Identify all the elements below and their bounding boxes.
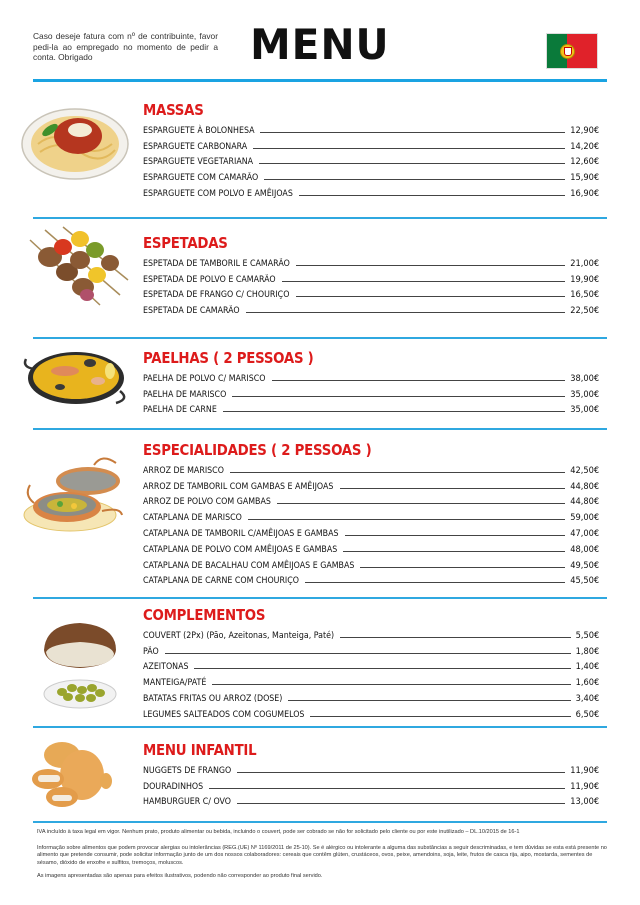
page-title-text: MENU xyxy=(250,20,390,69)
dotted-leader xyxy=(248,519,565,520)
menu-item xyxy=(143,167,599,183)
menu-item xyxy=(143,136,599,152)
item-price: 45,50€ xyxy=(570,575,599,587)
dotted-leader xyxy=(345,535,565,536)
menu-item xyxy=(143,492,599,508)
item-name: ESPARGUETE VEGETARIANA xyxy=(143,156,254,168)
item-price: 16,90€ xyxy=(570,187,599,199)
dotted-leader xyxy=(299,195,565,196)
menu-item xyxy=(143,688,599,704)
item-price: 49,50€ xyxy=(570,559,599,571)
dotted-leader xyxy=(288,700,570,701)
dotted-leader xyxy=(237,772,565,773)
skewers-image xyxy=(25,225,130,310)
section-divider xyxy=(33,217,607,219)
dotted-leader xyxy=(296,296,565,297)
item-name: PÃO xyxy=(143,645,159,657)
section-paelhas xyxy=(143,348,599,415)
menu-item xyxy=(143,300,599,316)
item-price: 35,00€ xyxy=(570,388,599,400)
item-price: 38,00€ xyxy=(570,372,599,384)
section-title: PAELHAS ( 2 PESSOAS ) xyxy=(143,349,314,367)
menu-item xyxy=(143,253,599,269)
menu-item xyxy=(143,507,599,523)
item-price: 15,90€ xyxy=(570,172,599,184)
item-price: 48,00€ xyxy=(570,543,599,555)
item-price: 35,00€ xyxy=(570,404,599,416)
dotted-leader xyxy=(230,472,565,473)
item-name: AZEITONAS xyxy=(143,661,189,673)
flag-crest-icon xyxy=(560,44,575,59)
item-name: CATAPLANA DE BACALHAU COM AMÊIJOAS E GAMBAS xyxy=(143,559,355,571)
section-especialidades xyxy=(143,440,599,586)
dotted-leader xyxy=(272,380,565,381)
footer-divider xyxy=(33,821,607,823)
item-name: CATAPLANA DE CARNE COM CHOURIÇO xyxy=(143,575,300,587)
menu-item xyxy=(143,368,599,384)
item-name: ESPARGUETE À BOLONHESA xyxy=(143,124,255,136)
menu-item xyxy=(143,641,599,657)
section-title: ESPECIALIDADES ( 2 PESSOAS ) xyxy=(143,441,372,459)
section-menu-infantil xyxy=(143,740,599,807)
section-title: MENU INFANTIL xyxy=(143,741,257,759)
item-price: 11,90€ xyxy=(570,780,599,792)
item-price: 12,60€ xyxy=(570,156,599,168)
item-price: 6,50€ xyxy=(575,708,599,720)
menu-item xyxy=(143,460,599,476)
dotted-leader xyxy=(310,716,571,717)
item-name: CATAPLANA DE POLVO COM AMÊIJOAS E GAMBAS xyxy=(143,543,338,555)
menu-item xyxy=(143,384,599,400)
menu-item xyxy=(143,657,599,673)
section-divider xyxy=(33,597,607,599)
item-price: 13,00€ xyxy=(570,796,599,808)
dotted-leader xyxy=(340,637,571,638)
item-name: ESPETADA DE CAMARÃO xyxy=(143,305,240,317)
dotted-leader xyxy=(232,396,565,397)
menu-item xyxy=(143,571,599,587)
dotted-leader xyxy=(340,488,565,489)
section-divider xyxy=(33,428,607,430)
dotted-leader xyxy=(260,132,565,133)
item-price: 1,40€ xyxy=(575,661,599,673)
dotted-leader xyxy=(212,684,571,685)
item-price: 1,60€ xyxy=(575,677,599,689)
dotted-leader xyxy=(296,265,565,266)
item-name: LEGUMES SALTEADOS COM COGUMELOS xyxy=(143,708,305,720)
menu-item xyxy=(143,672,599,688)
item-name: PAELHA DE CARNE xyxy=(143,404,217,416)
item-name: HAMBURGUER C/ OVO xyxy=(143,796,232,808)
menu-item xyxy=(143,476,599,492)
item-name: PAELHA DE MARISCO xyxy=(143,388,227,400)
item-name: COUVERT (2Px) (Pão, Azeitonas, Manteiga, Paté) xyxy=(143,629,335,641)
dotted-leader xyxy=(165,653,571,654)
vat-note: IVA incluído à taxa legal em vigor. Nenhum prato, produto alimentar ou bebida, incluindo o couvert, pode ser cobrado se não for solicitado pelo cliente ou por este inutilizado – DL.10/2015 de 16-1 xyxy=(37,829,520,835)
item-name: DOURADINHOS xyxy=(143,780,204,792)
invoice-note: Caso deseje fatura com nº de contribuinte, favor pedi-la ao empregado no momento de pedir a conta. Obrigado xyxy=(33,31,218,63)
portugal-flag-icon xyxy=(546,33,598,69)
dotted-leader xyxy=(223,411,565,412)
dotted-leader xyxy=(246,312,565,313)
item-name: ARROZ DE POLVO COM GAMBAS xyxy=(143,496,271,508)
item-name: MANTEIGA/PATÉ xyxy=(143,677,207,689)
dotted-leader xyxy=(282,281,565,282)
cataplana-image xyxy=(22,455,130,535)
item-name: CATAPLANA DE TAMBORIL C/AMÊIJOAS E GAMBAS xyxy=(143,527,339,539)
menu-item xyxy=(143,269,599,285)
item-name: ESPARGUETE COM POLVO E AMÊIJOAS xyxy=(143,187,293,199)
allergy-note: Informação sobre alimentos que podem provocar alergias ou intolerâncias (REG.(UE) Nº 1169/2011 de 25-10). Se é alérgico ou intolerante a alguma das substâncias a seguir descriminadas, e tem dúvidas se esta está presente no alimento que pretende consumir, pode solicitar informação junto de um dos nossos colaboradores: cereais que contêm glúten, crustáceos, ovos, peixe, amendoins, soja, leite, frutos de casca rija, aipo, mostarda, sementes de sésamo, dióxido de enxofre e sulfitos, tremoços, moluscos. xyxy=(37,845,607,866)
item-price: 44,80€ xyxy=(570,480,599,492)
item-price: 12,90€ xyxy=(570,124,599,136)
menu-item xyxy=(143,760,599,776)
bread-and-olives-image xyxy=(40,620,120,712)
item-price: 11,90€ xyxy=(570,764,599,776)
dotted-leader xyxy=(237,803,564,804)
menu-item xyxy=(143,555,599,571)
section-title: ESPETADAS xyxy=(143,234,228,252)
item-price: 47,00€ xyxy=(570,527,599,539)
item-name: ARROZ DE MARISCO xyxy=(143,464,224,476)
item-name: PAELHA DE POLVO C/ MARISCO xyxy=(143,372,266,384)
item-name: ESPETADA DE FRANGO C/ CHOURIÇO xyxy=(143,289,290,301)
section-divider xyxy=(33,337,607,339)
menu-item xyxy=(143,400,599,416)
dotted-leader xyxy=(209,788,565,789)
item-price: 1,80€ xyxy=(575,645,599,657)
dotted-leader xyxy=(264,179,565,180)
section-title: COMPLEMENTOS xyxy=(143,606,266,624)
item-name: ESPETADA DE TAMBORIL E CAMARÃO xyxy=(143,257,290,269)
item-name: ESPARGUETE COM CAMARÃO xyxy=(143,172,259,184)
dotted-leader xyxy=(194,668,570,669)
dotted-leader xyxy=(305,582,564,583)
menu-item xyxy=(143,625,599,641)
item-name: ARROZ DE TAMBORIL COM GAMBAS E AMÊIJOAS xyxy=(143,480,334,492)
item-price: 3,40€ xyxy=(575,692,599,704)
paella-pan-image xyxy=(20,345,132,413)
menu-item xyxy=(143,120,599,136)
item-price: 14,20€ xyxy=(570,140,599,152)
item-price: 5,50€ xyxy=(575,629,599,641)
item-price: 21,00€ xyxy=(570,257,599,269)
menu-item xyxy=(143,152,599,168)
dotted-leader xyxy=(343,551,565,552)
item-name: BATATAS FRITAS OU ARROZ (DOSE) xyxy=(143,692,283,704)
item-name: ESPETADA DE POLVO E CAMARÃO xyxy=(143,273,276,285)
section-espetadas xyxy=(143,233,599,316)
dotted-leader xyxy=(360,567,565,568)
images-disclaimer: As imagens apresentadas são apenas para efeitos ilustrativos, podendo não corresponder ao produto final servido. xyxy=(37,873,323,879)
menu-item xyxy=(143,776,599,792)
page-title xyxy=(0,20,640,69)
header-divider xyxy=(33,79,607,82)
item-price: 59,00€ xyxy=(570,512,599,524)
section-divider xyxy=(33,726,607,728)
item-name: CATAPLANA DE MARISCO xyxy=(143,512,242,524)
item-price: 22,50€ xyxy=(570,305,599,317)
menu-item xyxy=(143,523,599,539)
section-massas xyxy=(143,100,599,199)
dotted-leader xyxy=(253,148,564,149)
section-title: MASSAS xyxy=(143,101,204,119)
section-complementos xyxy=(143,605,599,720)
menu-item xyxy=(143,704,599,720)
item-price: 44,80€ xyxy=(570,496,599,508)
item-name: NUGGETS DE FRANGO xyxy=(143,764,232,776)
spaghetti-bolognese-image xyxy=(20,100,130,182)
dotted-leader xyxy=(277,503,565,504)
item-price: 42,50€ xyxy=(570,464,599,476)
dotted-leader xyxy=(259,163,565,164)
item-price: 16,50€ xyxy=(570,289,599,301)
menu-item xyxy=(143,792,599,808)
chicken-nuggets-image xyxy=(32,735,112,810)
menu-item xyxy=(143,285,599,301)
item-price: 19,90€ xyxy=(570,273,599,285)
item-name: ESPARGUETE CARBONARA xyxy=(143,140,248,152)
menu-item xyxy=(143,183,599,199)
menu-item xyxy=(143,539,599,555)
